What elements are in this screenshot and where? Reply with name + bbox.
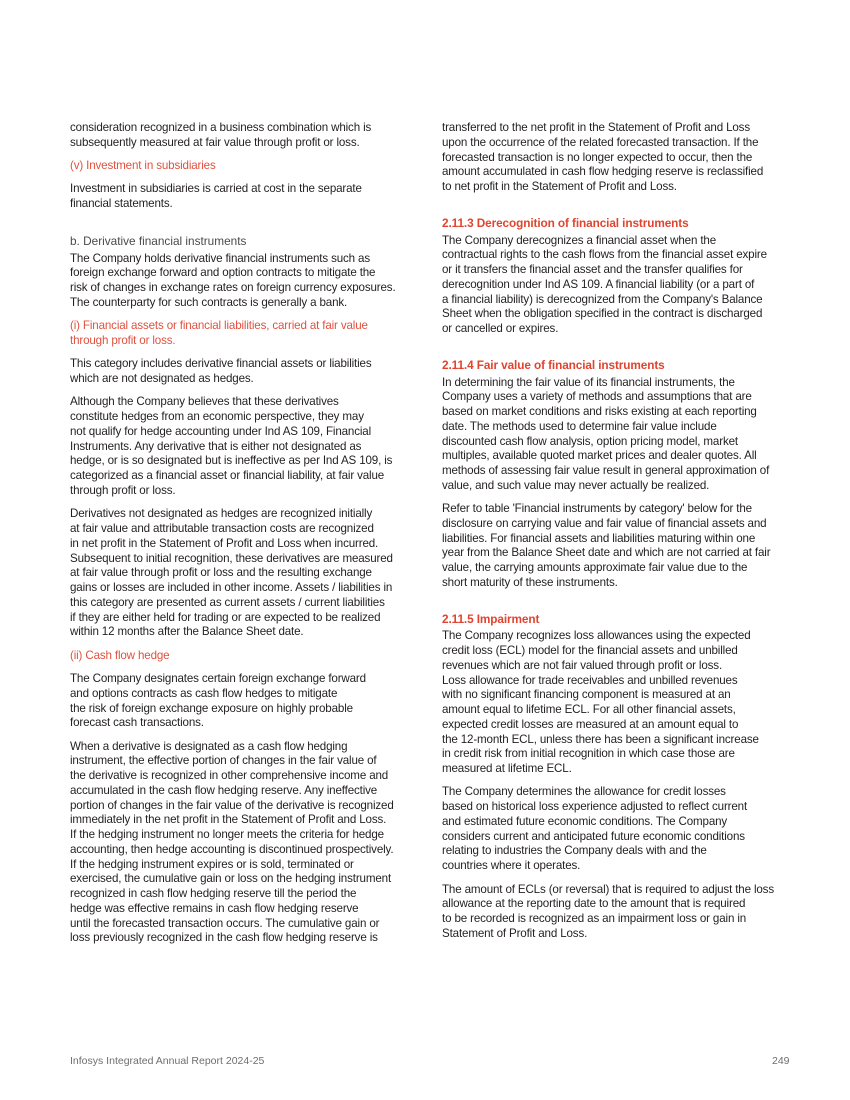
- paragraph: The amount of ECLs (or reversal) that is required to adjust the loss allowance at the reporting date to the amount that is required to be recorded is recognized as an impairment loss or gain in Statement of Profit and Loss.: [442, 882, 774, 940]
- footer-report-title: Infosys Integrated Annual Report 2024-25: [70, 1055, 265, 1067]
- paragraph: transferred to the net profit in the Statement of Profit and Loss upon the occurrence of the related forecasted transaction. If the forecasted transaction is no longer expected to occur, then the amount accumulated in cash flow hedging reserve is reclassified to net profit in the Statement of Profit and Loss.: [442, 121, 764, 193]
- heading-derivative-financial-instruments: b. Derivative financial instruments: [70, 233, 247, 248]
- paragraph: The Company determines the allowance for credit losses based on historical loss experience adjusted to reflect current and estimated future economic conditions. The Company considers current and anticipated future economic conditions relating to industries the Company deals with and the countries where it operates.: [442, 785, 748, 873]
- paragraph: Refer to table 'Financial instruments by category' below for the disclosure on carrying value and fair value of financial assets and liabilities. For financial assets and liabilities maturing within one year from the Balance Sheet date and which are not carried at fair value, the carrying amounts approximate fair value due to the short maturity of these instruments.: [442, 502, 771, 589]
- paragraph: In determining the fair value of its financial instruments, the Company uses a variety of methods and assumptions that are based on market conditions and risks existing at each reporting date. The methods used to determine fair value include discounted cash flow analysis, option pricing model, market multiples, available quoted market prices and dealer quotes. All methods of assessing fair value result in general approximation of value, and such value may never actually be realized.: [442, 375, 770, 492]
- paragraph: The Company designates certain foreign exchange forward and options contracts as cash flow hedges to mitigate the risk of foreign exchange exposure on highly probable forecast cash transactions.: [70, 672, 366, 730]
- section-heading-fair-value: 2.11.4 Fair value of financial instruments: [442, 357, 665, 372]
- subheading-fvtpl: (i) Financial assets or financial liabilities, carried at fair value through profit or loss.: [70, 319, 368, 348]
- paragraph: When a derivative is designated as a cash flow hedging instrument, the effective portion of changes in the fair value of the derivative is recognized in other comprehensive income and accumulated in the cash flow hedging reserve. Any ineffective portion of changes in the fair value of the derivative is recognized immediately in the net profit in the Statement of Profit and Loss. If the hedging instrument no longer meets the criteria for hedge accounting, then hedge accounting is discontinued prospectively. If the hedging instrument expires or is sold, terminated or exercised, the cumulative gain or loss on the hedging instrument recognized in cash flow hedging reserve till the period the hedge was effective remains in cash flow hedging reserve until the forecasted transaction occurs. The cumulative gain or loss previously recognized in the cash flow hedging reserve is: [70, 739, 394, 945]
- section-heading-derecognition: 2.11.3 Derecognition of financial instruments: [442, 215, 689, 230]
- paragraph: This category includes derivative financial assets or liabilities which are not designated as hedges.: [70, 357, 372, 386]
- left-column: [70, 121, 425, 955]
- paragraph: consideration recognized in a business combination which is subsequently measured at fair value through profit or loss.: [70, 121, 372, 149]
- section-heading-impairment: 2.11.5 Impairment: [442, 611, 540, 626]
- paragraph: The Company recognizes loss allowances using the expected credit loss (ECL) model for the financial assets and unbilled revenues which are not fair valued through profit or loss. Loss allowance for trade receivables and unbilled revenues with no significant financing component is measured at an amount equal to lifetime ECL. For all other financial assets, expected credit losses are measured at an amount equal to the 12-month ECL, unless there has been a significant increase in credit risk from initial recognition in which case those are measured at lifetime ECL.: [442, 629, 759, 776]
- paragraph: Although the Company believes that these derivatives constitute hedges from an economic perspective, they may not qualify for hedge accounting under Ind AS 109, Financial Instruments. Any derivative that is either not designated as hedge, or is so designated but is ineffective as per Ind AS 109, is categorized as a financial asset or financial liability, at fair value through profit or loss.: [70, 395, 393, 497]
- paragraph: The Company derecognizes a financial asset when the contractual rights to the cash flows from the financial asset expire or it transfers the financial asset and the transfer qualifies for derecognition under Ind AS 109. A financial liability (or a part of a financial liability) is derecognized from the Company's Balance Sheet when the obligation specified in the contract is discharged or cancelled or expires.: [442, 233, 767, 335]
- page-number: 249: [772, 1055, 790, 1067]
- paragraph: The Company holds derivative financial instruments such as foreign exchange forward and option contracts to mitigate the risk of changes in exchange rates on foreign currency exposures. The counterparty for such contracts is generally a bank.: [70, 251, 396, 309]
- subheading-investment-in-subsidiaries: (v) Investment in subsidiaries: [70, 159, 216, 173]
- subheading-cash-flow-hedge: (ii) Cash flow hedge: [70, 648, 170, 662]
- paragraph: Derivatives not designated as hedges are recognized initially at fair value and attributable transaction costs are recognized in net profit in the Statement of Profit and Loss when incurred. Subsequent to initial recognition, these derivatives are measured at fair value through profit or loss and the resulting exchange gains or losses are included in other income. Assets / liabilities in this category are presented as current assets / current liabilities if they are either held for trading or are expected to be realized within 12 months after the Balance Sheet date.: [70, 507, 393, 639]
- right-column: [442, 121, 802, 950]
- paragraph: Investment in subsidiaries is carried at cost in the separate financial statements.: [70, 182, 362, 211]
